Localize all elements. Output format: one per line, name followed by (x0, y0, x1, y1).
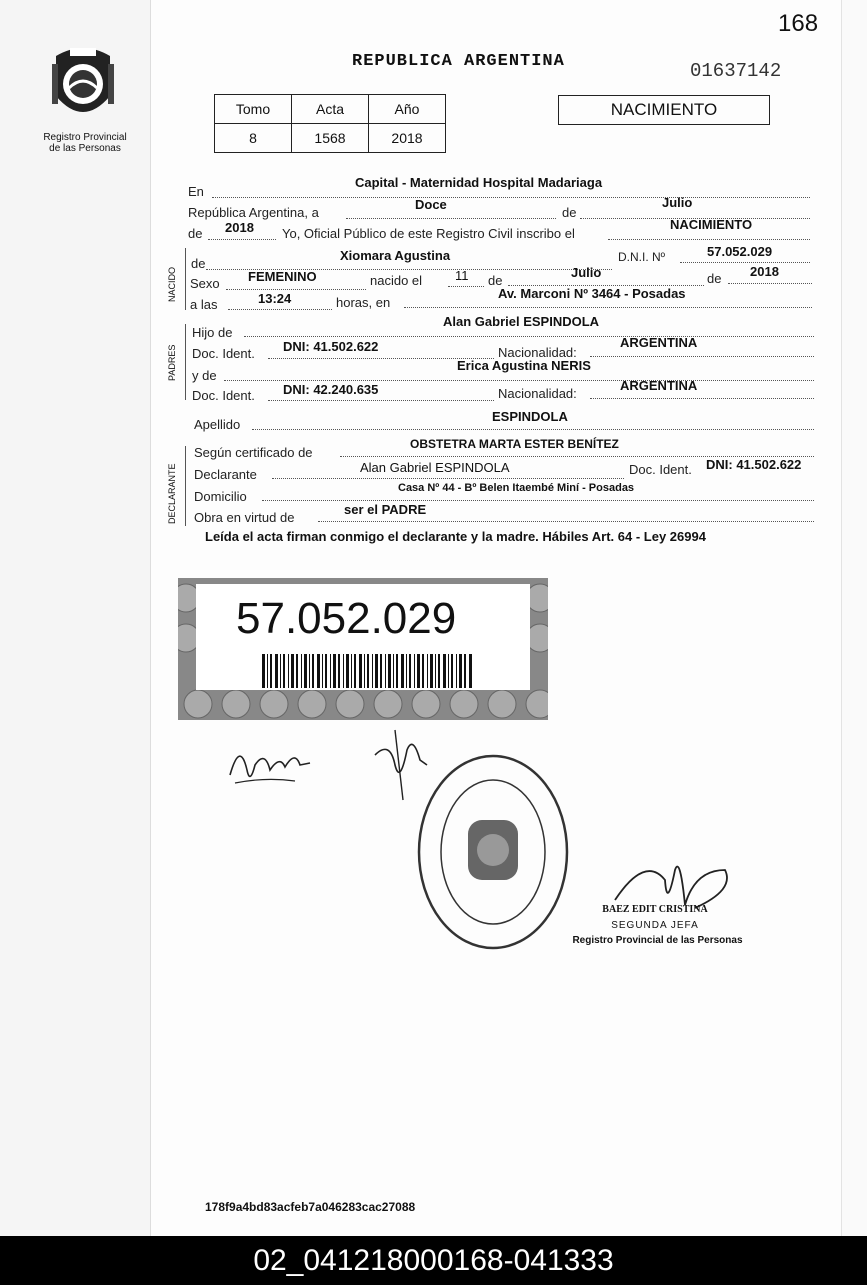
barcode-icon (262, 654, 472, 688)
dotline (272, 478, 624, 479)
declarante-doc-label: Doc. Ident. (629, 462, 692, 477)
official-seal-icon (416, 752, 571, 952)
page-number: 168 (778, 10, 819, 37)
cert-value: OBSTETRA MARTA ESTER BENÍTEZ (410, 437, 619, 451)
birth-month: Julio (571, 265, 602, 280)
dotline (608, 239, 810, 240)
dni-label: D.N.I. Nº (618, 250, 666, 264)
obra-value: ser el PADRE (344, 502, 427, 517)
dotline (228, 309, 332, 310)
record-table (214, 94, 446, 153)
section-label-declarante: DECLARANTE (167, 463, 177, 524)
en-label: En (188, 184, 204, 199)
dotline (404, 307, 812, 308)
registry-caption (30, 132, 140, 154)
header-ano: Año (369, 95, 446, 124)
dotline (268, 400, 494, 401)
registry-line1: Registro Provincial (43, 132, 127, 143)
declarante-value: Alan Gabriel ESPINDOLA (360, 460, 510, 475)
de-label: de (562, 205, 577, 220)
en-value: Capital - Maternidad Hospital Madariaga (355, 175, 603, 190)
apellido-value: ESPINDOLA (492, 409, 568, 424)
footer-filename: 02_041218000168-041333 (0, 1236, 867, 1285)
signature-declarante (225, 735, 320, 795)
father-nat-label: Nacionalidad: (498, 345, 577, 360)
left-margin (0, 0, 150, 1236)
domicilio-value: Casa Nº 44 - Bº Belen Itaembé Miní - Posadas (398, 482, 635, 494)
section-label-padres: PADRES (167, 344, 177, 381)
sticker-label (196, 584, 530, 690)
republica-label: República Argentina, a (188, 205, 319, 220)
registry-line2: de las Personas (49, 143, 121, 154)
mother-doc-label: Doc. Ident. (192, 388, 255, 403)
mother-nationality: ARGENTINA (620, 378, 698, 393)
dotline (590, 356, 814, 357)
dotline (244, 336, 814, 337)
birth-place: Av. Marconi Nº 3464 - Posadas (498, 286, 686, 301)
birth-year: 2018 (750, 264, 779, 279)
section-label-nacido: NACIDO (167, 266, 177, 302)
dotline (680, 262, 810, 263)
father-name: Alan Gabriel ESPINDOLA (443, 314, 600, 329)
intro-month: Julio (662, 195, 693, 210)
header-tomo: Tomo (215, 95, 292, 124)
document-hash: 178f9a4bd83acfeb7a046283cac27088 (205, 1200, 416, 1214)
dotline (226, 289, 366, 290)
dotline (252, 429, 814, 430)
declarante-label: Declarante (194, 467, 257, 482)
intro-year: 2018 (225, 220, 254, 235)
mother-name: Erica Agustina NERIS (457, 358, 591, 373)
obra-label: Obra en virtud de (194, 510, 295, 525)
dotline (346, 218, 556, 219)
horas-label: horas, en (336, 295, 391, 310)
father-doc-label: Doc. Ident. (192, 346, 255, 361)
declarante-doc: DNI: 41.502.622 (706, 457, 802, 472)
mother-doc: DNI: 42.240.635 (283, 382, 379, 397)
cert-label: Según certificado de (194, 445, 313, 460)
document-title: REPUBLICA ARGENTINA (352, 52, 565, 71)
dni-sticker (178, 578, 548, 720)
province-crest-icon (48, 44, 118, 126)
dotline (262, 500, 814, 501)
header-acta: Acta (292, 95, 369, 124)
serial-number: 01637142 (690, 60, 782, 82)
birth-time: 13:24 (258, 291, 292, 306)
hijo-label: Hijo de (192, 325, 233, 340)
dotline (590, 398, 814, 399)
newborn-name: Xiomara Agustina (340, 248, 451, 263)
yo-text: Yo, Oficial Público de este Registro Civil inscribo el (282, 226, 575, 241)
birth-de2-label: de (707, 271, 722, 286)
intro-day: Doce (415, 197, 447, 212)
value-acta: 1568 (292, 124, 369, 153)
domicilio-label: Domicilio (194, 489, 247, 504)
birth-day: 11 (455, 268, 469, 283)
value-tomo: 8 (215, 124, 292, 153)
sticker-dni: 57.052.029 (236, 594, 457, 643)
closing-statement: Leída el acta firman conmigo el declarante y la madre. Hábiles Art. 64 - Ley 26994 (205, 529, 706, 544)
a-las-label: a las (190, 297, 218, 312)
newborn-sex: FEMENINO (248, 269, 317, 284)
dotline (728, 283, 812, 284)
sexo-label: Sexo (190, 276, 220, 291)
signatory-role: SEGUNDA JEFA (611, 920, 699, 931)
apellido-label: Apellido (194, 417, 241, 432)
dotline (212, 197, 810, 198)
value-ano: 2018 (369, 124, 446, 153)
dotline (224, 380, 814, 381)
nacido-el-label: nacido el (370, 273, 423, 288)
record-type-box: NACIMIENTO (558, 95, 770, 125)
newborn-dni: 57.052.029 (707, 244, 773, 259)
signatory-office: Registro Provincial de las Personas (572, 935, 743, 946)
intro-inscribo: NACIMIENTO (670, 217, 753, 232)
mother-nat-label: Nacionalidad: (498, 386, 577, 401)
y-de-label: y de (192, 368, 217, 383)
de2-label: de (188, 226, 203, 241)
birth-de-label: de (488, 273, 503, 288)
dotline (318, 521, 814, 522)
dotline (208, 239, 276, 240)
dotline (448, 286, 484, 287)
nacido-de-label: de (191, 256, 206, 271)
father-doc: DNI: 41.502.622 (283, 339, 379, 354)
father-nationality: ARGENTINA (620, 335, 698, 350)
signatory-name: BAEZ EDIT CRISTINA (602, 904, 708, 915)
